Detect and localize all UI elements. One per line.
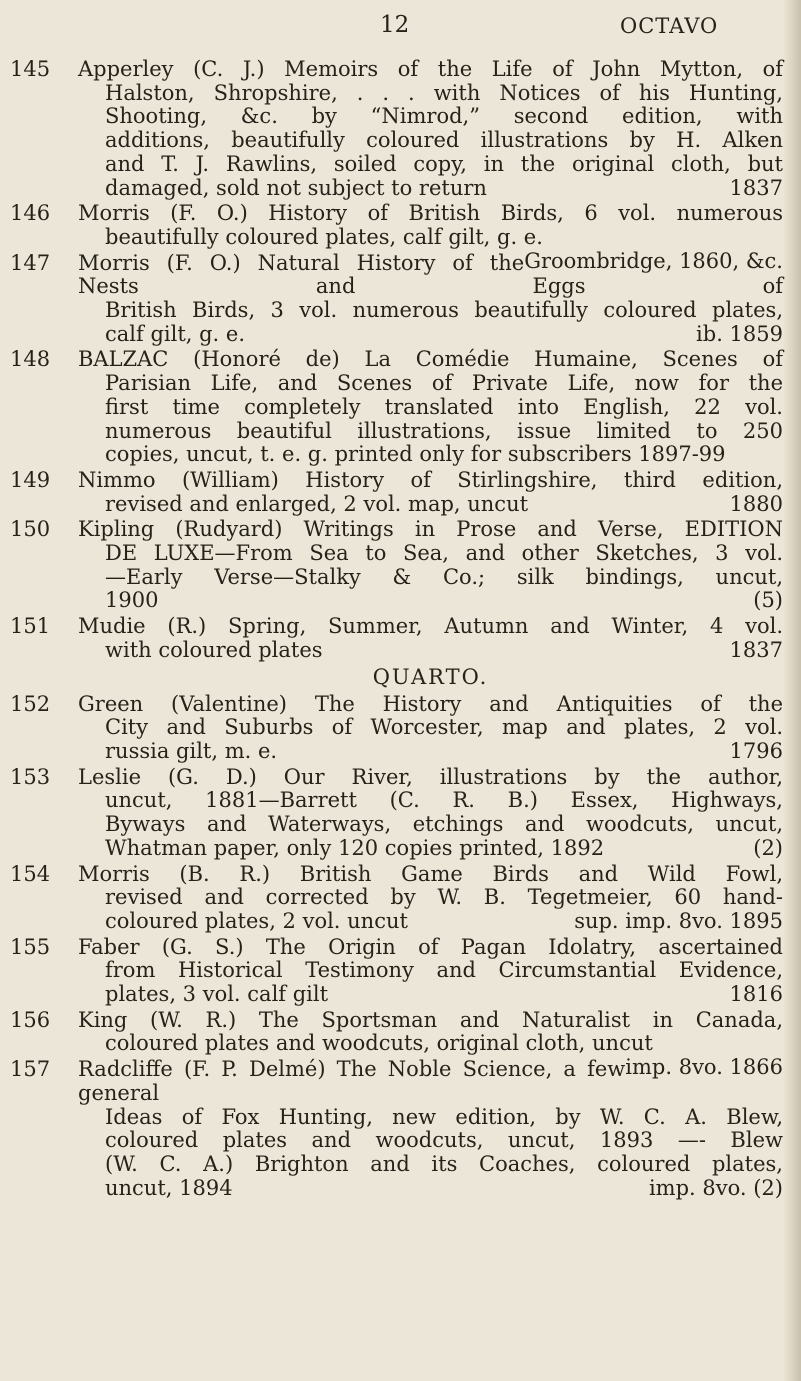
description-line: King (W. R.) The Sportsman and Naturalist in Canada, [78, 1007, 783, 1032]
description-line: copies, uncut, t. e. g. printed only for subscribers 1897-99 [105, 442, 726, 467]
entry-date: imp. 8vo. 1866 [625, 1055, 783, 1080]
description-line: Leslie (G. D.) Our River, illustrations by the author, [78, 764, 783, 789]
lot-number: 157 [10, 1057, 51, 1082]
description-line: Green (Valentine) The History and Antiquities of the [78, 691, 783, 716]
lot-number: 146 [10, 201, 51, 226]
description-line: City and Suburbs of Worcester, map and plates, 2 vol. [105, 715, 783, 740]
description-line: Radcliffe (F. P. Delmé) The Noble Science, a few general [78, 1057, 626, 1105]
catalogue-entry [0, 766, 801, 861]
lot-number: 152 [10, 691, 51, 716]
description-line: with coloured plates 1837 [105, 637, 783, 662]
description-line: BALZAC (Honoré de) La Comédie Humaine, Scenes of [78, 347, 783, 372]
entry-date: 1837 [729, 637, 783, 662]
lot-number: 147 [10, 250, 51, 275]
entry-date: (5) [753, 588, 783, 613]
page-number: 12 [380, 12, 410, 38]
description-line: coloured plates and woodcuts, uncut, 1893 —- Blew [105, 1128, 783, 1153]
catalogue-entry [0, 936, 801, 1007]
description-line: uncut, 1894 imp. 8vo. (2) [105, 1175, 783, 1200]
lot-number: 155 [10, 934, 51, 959]
description-line: first time completely translated into English, 22 vol. [105, 394, 783, 419]
catalogue-entry [0, 863, 801, 934]
description-line: and T. J. Rawlins, soiled copy, in the original cloth, but [105, 151, 783, 176]
lot-number: 151 [10, 614, 51, 639]
catalogue-entry [0, 348, 801, 467]
description-line: Whatman paper, only 120 copies printed, 1892 (2) [105, 835, 783, 860]
description-line: from Historical Testimony and Circumstantial Evidence, [105, 958, 783, 983]
description-line: Nimmo (William) History of Stirlingshire, third edition, [78, 467, 783, 492]
description-line: Kipling (Rudyard) Writings in Prose and Verse, EDITION [78, 517, 783, 542]
entry-date: ib. 1859 [696, 321, 783, 346]
description-line: calf gilt, g. e. ib. 1859 [105, 321, 783, 346]
entry-description [78, 58, 783, 200]
entry-description [78, 469, 783, 516]
entry-description [78, 863, 783, 934]
description-line: revised and enlarged, 2 vol. map, uncut 1880 [105, 491, 783, 516]
description-line: Morris (F. O.) Natural History of the Nests and Eggs of [78, 250, 783, 299]
running-head [0, 12, 801, 44]
description-line: Ideas of Fox Hunting, new edition, by W. C. A. Blew, [105, 1104, 783, 1129]
lot-number: 154 [10, 861, 51, 886]
entry-date: Groombridge, 1860, &c. [524, 248, 783, 273]
description-line: —Early Verse—Stalky & Co.; silk bindings, uncut, [105, 564, 783, 589]
entry-date: sup. imp. 8vo. 1895 [574, 908, 783, 933]
entry-date: 1837 [729, 175, 783, 200]
entry-description [78, 348, 783, 467]
catalogue-entry [0, 693, 801, 764]
description-line: Byways and Waterways, etchings and woodcuts, uncut, [105, 812, 783, 837]
description-line: 1900 (5) [105, 588, 783, 613]
description-line: Apperley (C. J.) Memoirs of the Life of John Mytton, of [78, 57, 783, 81]
entry-description [78, 201, 783, 273]
description-line: additions, beautifully coloured illustrations by H. Alken [105, 128, 783, 153]
entry-date: 1880 [729, 491, 783, 516]
entry-description [78, 518, 783, 613]
description-line: DE LUXE—From Sea to Sea, and other Sketches, 3 vol. [105, 541, 783, 566]
lot-number: 148 [10, 347, 51, 372]
quarto-heading: QUARTO. [372, 664, 489, 689]
lot-number: 153 [10, 764, 51, 789]
description-line: Shooting, &c. by “Nimrod,” second edition, with [105, 104, 783, 129]
description-line: Morris (F. O.) History of British Birds, 6 vol. numerous [78, 201, 783, 226]
description-line: uncut, 1881—Barrett (C. R. B.) Essex, Highways, [105, 788, 783, 813]
entry-date: imp. 8vo. (2) [648, 1175, 783, 1200]
entry-description [78, 1007, 783, 1080]
lot-number: 149 [10, 467, 51, 492]
section-title: OCTAVO [620, 14, 719, 38]
description-line: Faber (G. S.) The Origin of Pagan Idolatry, ascertained [78, 934, 783, 959]
entry-date: 1796 [729, 738, 783, 763]
description-line: coloured plates and woodcuts, original cloth, uncut imp. 8vo. 1866 [105, 1031, 783, 1080]
catalogue-entry [0, 469, 801, 516]
catalogue-entry [0, 615, 801, 662]
lot-number: 156 [10, 1007, 51, 1032]
catalogue-entry [0, 518, 801, 613]
description-line: Parisian Life, and Scenes of Private Life, now for the [105, 371, 783, 396]
description-line: Morris (B. R.) British Game Birds and Wild Fowl, [78, 861, 783, 886]
entry-date: 1816 [729, 982, 783, 1007]
description-line: British Birds, 3 vol. numerous beautifully coloured plates, [105, 298, 783, 323]
description-line: damaged, sold not subject to return 1837 [105, 175, 783, 200]
lot-number: 150 [10, 517, 51, 542]
description-line: (W. C. A.) Brighton and its Coaches, coloured plates, [105, 1151, 783, 1176]
description-line: russia gilt, m. e. 1796 [105, 738, 783, 763]
description-line: Halston, Shropshire, . . . with Notices of his Hunting, [105, 80, 783, 105]
description-line: numerous beautiful illustrations, issue limited to 250 [105, 418, 783, 443]
entry-description [78, 936, 783, 1007]
description-line: revised and corrected by W. B. Tegetmeier, 60 hand- [105, 885, 783, 910]
description-line: coloured plates, 2 vol. uncut sup. imp. 8vo. 1895 [105, 908, 783, 933]
description-line: Mudie (R.) Spring, Summer, Autumn and Winter, 4 vol. [78, 614, 783, 639]
description-line: beautifully coloured plates, calf gilt, g. e. Groombridge, 1860, &c. [105, 224, 783, 273]
entry-description [78, 693, 783, 764]
catalogue-entry [0, 58, 801, 200]
description-line: plates, 3 vol. calf gilt 1816 [105, 982, 783, 1007]
lot-number: 145 [10, 57, 51, 81]
catalogue-list [0, 58, 801, 1202]
entry-description [78, 615, 783, 662]
entry-date: (2) [753, 835, 783, 860]
entry-description [78, 766, 783, 861]
